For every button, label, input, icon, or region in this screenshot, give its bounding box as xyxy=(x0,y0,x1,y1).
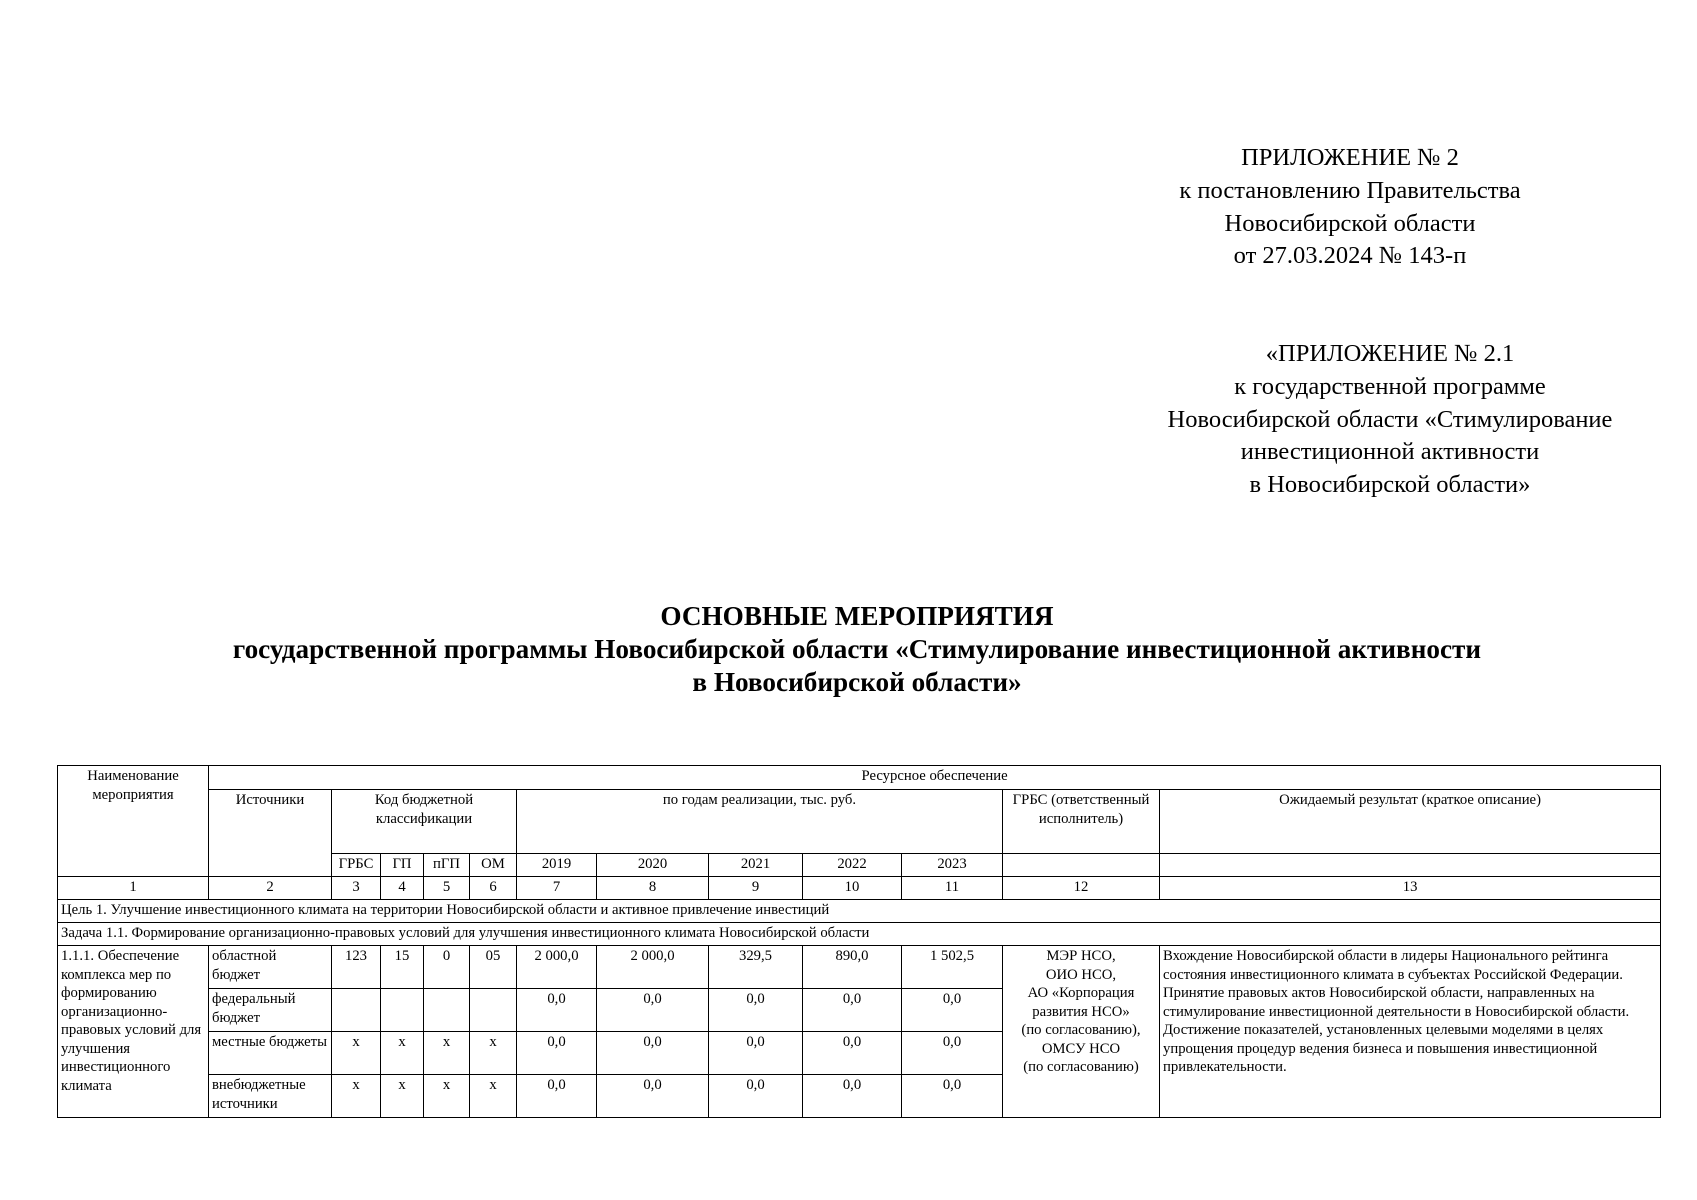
header-event-name: Наименование мероприятия xyxy=(58,766,209,877)
header-row xyxy=(58,766,1661,790)
value-cell: 329,5 xyxy=(709,946,803,989)
result-paragraph: Вхождение Новосибирской области в лидеры Национального рейтинга состояния инвестиционного климата в субъектах Российской Федерации. xyxy=(1163,948,1623,983)
task-row xyxy=(58,923,1661,946)
events-table xyxy=(57,765,1661,1118)
header-empty-cell xyxy=(1160,854,1661,877)
value-cell: 0,0 xyxy=(803,989,902,1032)
executor-line: МЭР НСО, xyxy=(1046,948,1116,964)
header-code-col: ГП xyxy=(381,854,424,877)
title-line: в Новосибирской области» xyxy=(692,667,1022,697)
column-number: 13 xyxy=(1160,877,1661,900)
code-cell xyxy=(332,989,381,1032)
code-cell: x xyxy=(332,1075,381,1118)
column-number: 1 xyxy=(58,877,209,900)
header-sources: Источники xyxy=(209,790,332,877)
task-text: Задача 1.1. Формирование организационно-правовых условий для улучшения инвестиционного климата Новосибирской области xyxy=(58,923,1661,946)
value-cell: 0,0 xyxy=(902,989,1003,1032)
code-cell: x xyxy=(424,1032,470,1075)
header-grbs-executor: ГРБС (ответственный исполнитель) xyxy=(1003,790,1160,854)
value-cell: 0,0 xyxy=(803,1032,902,1075)
event-name: 1.1.1. Обеспечение комплекса мер по формированию организационно-правовых условий для улучшения инвестиционного климата xyxy=(58,946,209,1118)
goal-text: Цель 1. Улучшение инвестиционного климата на территории Новосибирской области и активное привлечение инвестиций xyxy=(58,900,1661,923)
header-year: 2023 xyxy=(902,854,1003,877)
code-cell: 15 xyxy=(381,946,424,989)
executor-line: (по согласованию), xyxy=(1021,1022,1141,1038)
column-number: 3 xyxy=(332,877,381,900)
document-title xyxy=(57,600,1657,699)
value-cell: 0,0 xyxy=(709,1032,803,1075)
header-year: 2022 xyxy=(803,854,902,877)
value-cell: 2 000,0 xyxy=(597,946,709,989)
header-budget-code: Код бюджетной классификации xyxy=(332,790,517,854)
header-expected-result: Ожидаемый результат (краткое описание) xyxy=(1160,790,1661,854)
column-number: 5 xyxy=(424,877,470,900)
executor-line: развития НСО» xyxy=(1032,1003,1130,1020)
executor-cell xyxy=(1003,946,1160,1118)
title-line: ОСНОВНЫЕ МЕРОПРИЯТИЯ xyxy=(660,601,1054,631)
column-number: 9 xyxy=(709,877,803,900)
header-row xyxy=(58,790,1661,854)
code-cell: 123 xyxy=(332,946,381,989)
header-code-col: ОМ xyxy=(470,854,517,877)
column-number: 6 xyxy=(470,877,517,900)
sub-appendix-header xyxy=(1110,338,1670,502)
code-cell: x xyxy=(332,1032,381,1075)
appendix-header-line: ПРИЛОЖЕНИЕ № 2 xyxy=(1241,144,1459,171)
sub-appendix-line: в Новосибирской области» xyxy=(1249,471,1531,499)
result-paragraph: Достижение показателей, установленных целевыми моделями в целях упрощения процедур ведения бизнеса и повышения инвестиционной привлекательности. xyxy=(1163,1022,1604,1075)
sub-appendix-line: Новосибирской области «Стимулирование xyxy=(1167,405,1613,433)
sub-appendix-line: «ПРИЛОЖЕНИЕ № 2.1 xyxy=(1265,340,1515,367)
header-resources: Ресурсное обеспечение xyxy=(209,766,1661,790)
header-year: 2020 xyxy=(597,854,709,877)
header-by-years: по годам реализации, тыс. руб. xyxy=(517,790,1003,854)
value-cell: 0,0 xyxy=(517,989,597,1032)
code-cell xyxy=(424,989,470,1032)
code-cell: x xyxy=(424,1075,470,1118)
column-number-row xyxy=(58,877,1661,900)
header-code-col: ГРБС xyxy=(332,854,381,877)
title-line: государственной программы Новосибирской области «Стимулирование инвестиционной активности xyxy=(232,634,1482,664)
value-cell: 0,0 xyxy=(709,989,803,1032)
goal-row xyxy=(58,900,1661,923)
executor-line: (по согласованию) xyxy=(1023,1059,1139,1075)
header-code-col: пГП xyxy=(424,854,470,877)
value-cell: 0,0 xyxy=(709,1075,803,1118)
source-cell: областной бюджет xyxy=(209,946,332,989)
source-cell: федеральный бюджет xyxy=(209,989,332,1032)
code-cell: x xyxy=(381,1032,424,1075)
appendix-header-line: к постановлению Правительства xyxy=(1179,176,1521,204)
value-cell: 0,0 xyxy=(517,1032,597,1075)
column-number: 10 xyxy=(803,877,902,900)
header-year: 2019 xyxy=(517,854,597,877)
column-number: 2 xyxy=(209,877,332,900)
executor-line: ОИО НСО, xyxy=(1045,966,1117,983)
appendix-header xyxy=(1150,142,1550,273)
column-number: 4 xyxy=(381,877,424,900)
value-cell: 0,0 xyxy=(597,1032,709,1075)
expected-result-cell xyxy=(1160,946,1661,1118)
value-cell: 0,0 xyxy=(597,1075,709,1118)
result-paragraph: Принятие правовых актов Новосибирской области, направленных на стимулирование инвестиционной деятельности в Новосибирской области. xyxy=(1163,985,1630,1020)
code-cell: x xyxy=(470,1075,517,1118)
column-number: 11 xyxy=(902,877,1003,900)
sub-appendix-line: к государственной программе xyxy=(1234,372,1546,400)
source-cell: местные бюджеты xyxy=(209,1032,332,1075)
code-cell: 05 xyxy=(470,946,517,989)
value-cell: 0,0 xyxy=(902,1075,1003,1118)
value-cell: 0,0 xyxy=(803,1075,902,1118)
value-cell: 0,0 xyxy=(902,1032,1003,1075)
code-cell: x xyxy=(470,1032,517,1075)
sub-appendix-line: инвестиционной активности xyxy=(1240,438,1540,466)
code-cell xyxy=(381,989,424,1032)
column-number: 12 xyxy=(1003,877,1160,900)
value-cell: 890,0 xyxy=(803,946,902,989)
value-cell: 0,0 xyxy=(517,1075,597,1118)
appendix-header-line: от 27.03.2024 № 143-п xyxy=(1233,242,1467,270)
header-empty-cell xyxy=(1003,854,1160,877)
code-cell xyxy=(470,989,517,1032)
header-year: 2021 xyxy=(709,854,803,877)
appendix-header-line: Новосибирской области xyxy=(1224,209,1476,237)
table-row xyxy=(58,946,1661,989)
code-cell: 0 xyxy=(424,946,470,989)
value-cell: 1 502,5 xyxy=(902,946,1003,989)
value-cell: 2 000,0 xyxy=(517,946,597,989)
source-cell: внебюджетные источники xyxy=(209,1075,332,1118)
code-cell: x xyxy=(381,1075,424,1118)
executor-line: ОМСУ НСО xyxy=(1041,1040,1121,1057)
executor-line: АО «Корпорация xyxy=(1027,985,1135,1001)
value-cell: 0,0 xyxy=(597,989,709,1032)
column-number: 8 xyxy=(597,877,709,900)
column-number: 7 xyxy=(517,877,597,900)
